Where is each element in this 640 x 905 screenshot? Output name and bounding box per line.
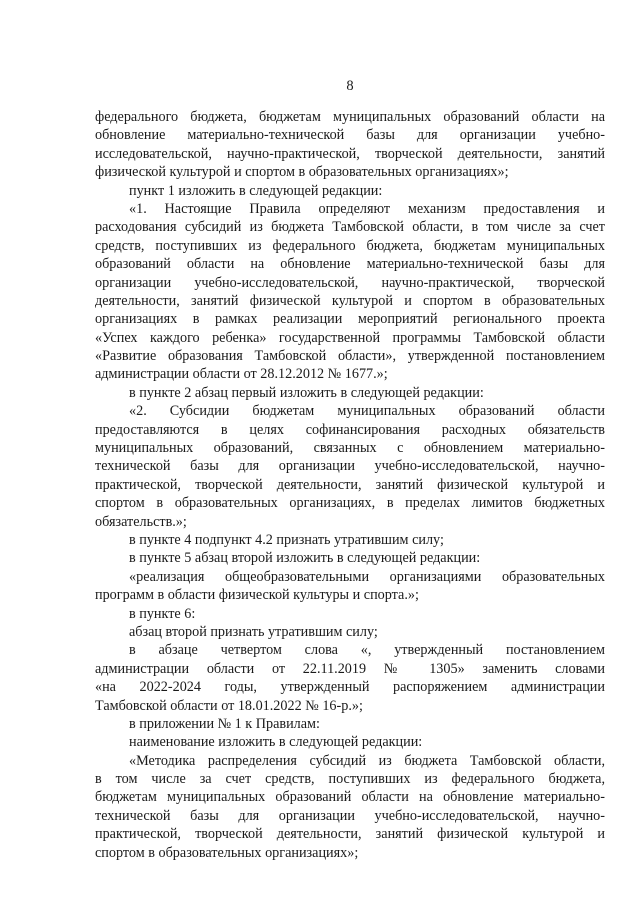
text-line: в пункте 5 абзац второй изложить в следующей редакции: (129, 550, 481, 567)
text-line: организации учебно-исследовательской, научно-практической, творческой (95, 274, 605, 291)
text-line: в пункте 4 подпункт 4.2 признать утратившим силу; (129, 531, 444, 548)
text-line: технической базы для организации учебно-исследовательской, научно- (95, 807, 605, 824)
text-line: наименование изложить в следующей редакции: (129, 734, 423, 751)
text-line: администрации области от 22.11.2019 № 1305» заменить словами (95, 660, 605, 677)
text-line: расходования субсидий из бюджета Тамбовской области, в том числе за счет (95, 219, 605, 236)
text-line: «на 2022-2024 годы, утвержденный распоряжением администрации (95, 679, 605, 696)
text-line: федерального бюджета, бюджетам муниципальных образований области на (95, 109, 605, 125)
text-line: практической, творческой деятельности, занятий физической культурой и (95, 476, 605, 493)
text-line: «Развитие образования Тамбовской области», утвержденной постановлением (95, 348, 605, 365)
text-line: в абзаце четвертом слова «, утвержденный постановлением (129, 642, 605, 659)
text-line: средств, поступивших из федерального бюджета, бюджетам муниципальных (95, 237, 605, 254)
text-line: «Успех каждого ребенка» государственной программы Тамбовской области (95, 329, 605, 346)
text-line: обязательств.»; (95, 513, 187, 530)
text-line: муниципальных образований, связанных с обновлением материально- (95, 440, 605, 457)
text-line: в пункте 6: (129, 605, 196, 622)
text-line: деятельности, занятий физической культурой и спортом в образовательных (95, 292, 605, 309)
text-line: практической, творческой деятельности, занятий физической культурой и (95, 826, 605, 843)
text-line: бюджетам муниципальных образований области на обновление материально- (95, 789, 605, 806)
text-line: «1. Настоящие Правила определяют механизм предоставления и (129, 200, 605, 217)
text-line: спортом в образовательных организациях»; (95, 844, 359, 861)
text-line: пункт 1 изложить в следующей редакции: (129, 182, 383, 199)
text-line: организациях в рамках реализации мероприятий регионального проекта (95, 311, 605, 328)
text-line: спортом в образовательных организациях, в пределах лимитов бюджетных (95, 495, 605, 512)
text-line: администрации области от 28.12.2012 № 1677.»; (95, 366, 388, 383)
text-line: образований области на обновление материально-технической базы для (95, 256, 605, 273)
text-line: в том числе за счет средств, поступивших из федерального бюджета, (95, 771, 605, 788)
text-line: предоставляются в целях софинансирования расходных обязательств (95, 421, 605, 438)
page-number: 8 (346, 78, 354, 94)
text-line: Тамбовской области от 18.01.2022 № 16-р.»; (95, 697, 363, 714)
text-line: технической базы для организации учебно-исследовательской, научно- (95, 458, 605, 475)
document-body-text (95, 108, 605, 862)
text-line: в приложении № 1 к Правилам: (129, 715, 320, 732)
text-line: «реализация общеобразовательными организациями образовательных (129, 568, 605, 585)
text-line: физической культурой и спортом в образовательных организациях»; (95, 164, 509, 181)
text-line: «Методика распределения субсидий из бюджета Тамбовской области, (129, 752, 605, 769)
text-line: абзац второй признать утратившим силу; (129, 623, 378, 640)
text-line: исследовательской, научно-практической, творческой деятельности, занятий (95, 145, 605, 162)
text-line: «2. Субсидии бюджетам муниципальных образований области (129, 403, 605, 420)
text-line: в пункте 2 абзац первый изложить в следующей редакции: (129, 384, 484, 401)
text-line: обновление материально-технической базы для организации учебно- (95, 127, 605, 144)
text-line: программ в области физической культуры и спорта.»; (95, 587, 419, 604)
